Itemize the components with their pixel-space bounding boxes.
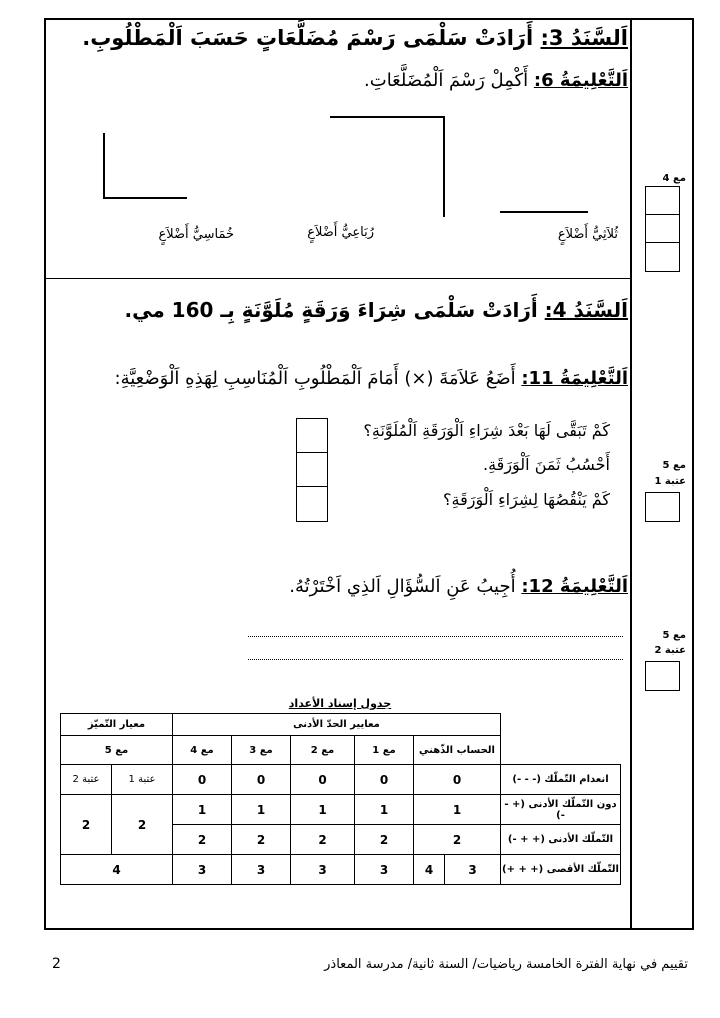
- option-1-checkbox[interactable]: [296, 418, 328, 454]
- option-3-checkbox[interactable]: [296, 486, 328, 522]
- task6-label: اَلتَّعْلِيمَةُ 6:: [533, 70, 628, 91]
- option-2-checkbox[interactable]: [296, 452, 328, 488]
- cell-r3-m1: 2: [355, 825, 414, 855]
- frame-right: [692, 18, 694, 930]
- frame-top: [44, 18, 694, 20]
- cell-r4-m2: 3: [291, 855, 355, 885]
- frame-left: [44, 18, 46, 930]
- criterion-ataba2-label: عتبة 2: [654, 645, 686, 656]
- grading-table: [60, 713, 621, 885]
- header-m3: مع 3: [232, 736, 291, 765]
- header-mental-math: الحساب الذّهني: [414, 736, 501, 765]
- pentagon-label: خُمَاسِيُّ أَضْلاَعٍ: [158, 227, 234, 242]
- row-label-2: دون التّملّك الأدنى (+ - -): [501, 795, 621, 825]
- header-m4: مع 4: [173, 736, 232, 765]
- page-number: 2: [52, 956, 61, 972]
- header-m5: مع 5: [61, 736, 173, 765]
- cell-r1-mental: 0: [414, 765, 501, 795]
- criterion-m4-box-2[interactable]: [645, 214, 680, 244]
- criterion-m4-box-3[interactable]: [645, 242, 680, 272]
- header-corner: [501, 714, 621, 765]
- cell-excellence-max: 4: [61, 855, 173, 885]
- sanad3-label: اَلسَّنَدُ 3:: [540, 26, 628, 50]
- square-start-lines[interactable]: [330, 117, 444, 217]
- header-m2: مع 2: [291, 736, 355, 765]
- cell-r2-m3: 1: [232, 795, 291, 825]
- pentagon-start-lines[interactable]: [104, 133, 187, 198]
- cell-r2-m4: 1: [173, 795, 232, 825]
- task11-text: أَضَعُ عَلاَمَةَ (×) أَمَامَ اَلْمَطْلُوبِ اَلْمُنَاسِبِ لِهَذِهِ اَلْوَضْعِيَّةِ:: [114, 368, 516, 389]
- cell-r3-mental: 2: [414, 825, 501, 855]
- row-label-3: التّملّك الأدنى (+ + -): [501, 825, 621, 855]
- answer-line-2[interactable]: [248, 659, 623, 660]
- criteria-column-divider: [630, 18, 632, 930]
- square-label: رُبَاعِيُّ أَضْلاَعٍ: [307, 225, 374, 240]
- task11-option-2: أَحْسُبُ ثَمَنَ اَلْوَرَقَةِ.: [483, 455, 610, 474]
- criterion-ataba1-box[interactable]: [645, 492, 680, 522]
- cell-excellence-ataba1-mid: 2: [112, 795, 173, 855]
- sanad4-text: أَرَادَتْ سَلْمَى شِرَاءَ وَرَقَةٍ مُلَوَّنَةٍ بِـ 160 مي.: [124, 298, 538, 322]
- header-minimum-group: معايير الحدّ الأدنى: [173, 714, 501, 736]
- task6-line: [364, 70, 628, 91]
- cell-r1-m4: 0: [173, 765, 232, 795]
- cell-r2-m1: 1: [355, 795, 414, 825]
- sanad3-text: أَرَادَتْ سَلْمَى رَسْمَ مُضَلَّعَاتٍ حَسَبَ اَلْمَطْلُوبِ.: [82, 26, 534, 50]
- cell-r4-mental-b: 4: [414, 855, 445, 885]
- task12-line: [289, 576, 628, 597]
- cell-r3-m3: 2: [232, 825, 291, 855]
- frame-bottom: [44, 928, 694, 930]
- header-m1: مع 1: [355, 736, 414, 765]
- criterion-m4-box-1[interactable]: [645, 186, 680, 216]
- triangle-label: ثُلاَثِيُّ أَضْلاَعٍ: [557, 227, 618, 242]
- cell-r1-m1: 0: [355, 765, 414, 795]
- row-label-1: انعدام التّملّك (- - -): [501, 765, 621, 795]
- sanad4-label: اَلسَّنَدُ 4:: [544, 298, 628, 322]
- cell-r1-m2: 0: [291, 765, 355, 795]
- header-excellence-group: معيار التّميّز: [61, 714, 173, 736]
- criterion-m4-label: مع 4: [662, 173, 686, 184]
- cell-r4-mental-a: 3: [445, 855, 501, 885]
- sanad4-line: [124, 298, 628, 322]
- criterion-m5b-label: مع 5: [662, 630, 686, 641]
- cell-r2-m2: 1: [291, 795, 355, 825]
- polygon-drawings: [60, 105, 620, 225]
- cell-excellence-ataba2-mid: 2: [61, 795, 112, 855]
- criterion-m5a-label: مع 5: [662, 460, 686, 471]
- grading-table-title: جدول إسناد الأعداد: [288, 697, 392, 710]
- task12-label: اَلتَّعْلِيمَةُ 12:: [521, 576, 628, 597]
- header-ataba2: عتبة 2: [61, 765, 112, 795]
- cell-r3-m4: 2: [173, 825, 232, 855]
- row-label-4: التّملّك الأقصى (+ + +): [501, 855, 621, 885]
- footer-text: تقييم في نهاية الفترة الخامسة رياضيات/ السنة ثانية/ مدرسة المعاذر: [324, 957, 688, 972]
- cell-r4-m1: 3: [355, 855, 414, 885]
- cell-r4-m3: 3: [232, 855, 291, 885]
- cell-r2-mental: 1: [414, 795, 501, 825]
- task6-text: أَكْمِلْ رَسْمَ اَلْمُضَلَّعَاتِ.: [364, 70, 529, 91]
- task11-label: اَلتَّعْلِيمَةُ 11:: [521, 368, 628, 389]
- answer-line-1[interactable]: [248, 636, 623, 637]
- cell-r3-m2: 2: [291, 825, 355, 855]
- task11-option-3: كَمْ يَنْقُصُهَا لِشِرَاءِ اَلْوَرَقَةِ؟: [443, 490, 610, 509]
- sanad3-line: [82, 26, 628, 50]
- cell-r4-m4: 3: [173, 855, 232, 885]
- section-divider: [44, 278, 632, 279]
- cell-r1-m3: 0: [232, 765, 291, 795]
- criterion-ataba1-label: عتبة 1: [654, 476, 686, 487]
- criterion-ataba2-box[interactable]: [645, 661, 680, 691]
- task11-option-1: كَمْ تَبَقَّى لَهَا بَعْدَ شِرَاءِ اَلْوَرَقَةِ اَلْمُلَوَّنَةِ؟: [363, 421, 610, 440]
- header-ataba1: عتبة 1: [112, 765, 173, 795]
- task11-line: [115, 368, 628, 389]
- task12-text: أُجِيبُ عَنِ اَلسُّؤَالِ اَلذِي اَخْتَرْتُهُ.: [289, 576, 516, 597]
